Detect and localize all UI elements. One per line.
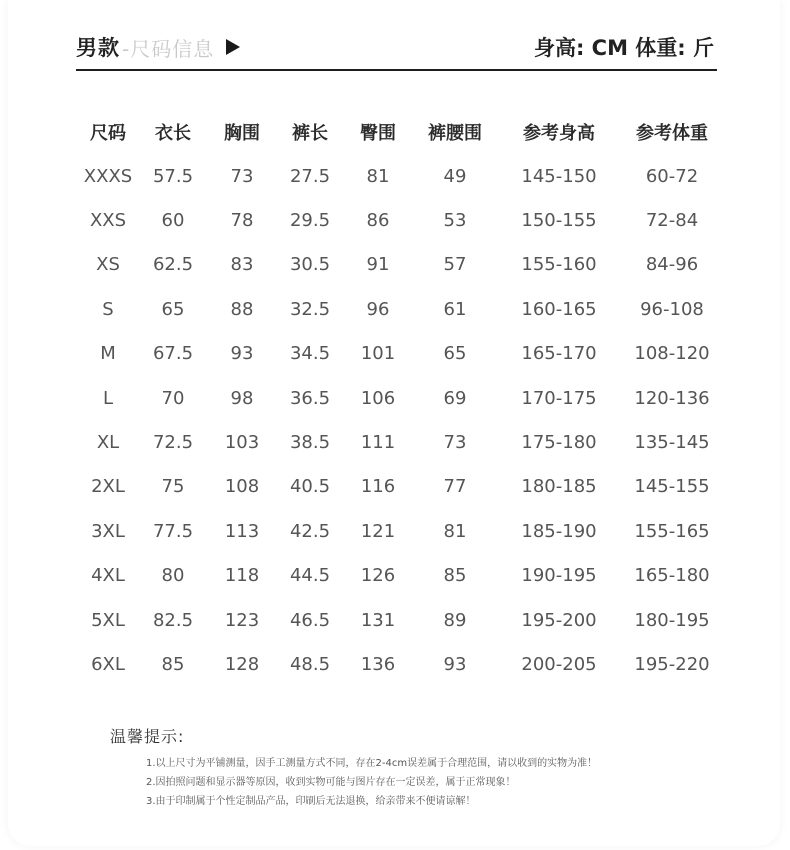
cell-chest: 118 (224, 565, 260, 587)
cell-ref-height: 155-160 (521, 254, 597, 276)
cell-pants-length: 48.5 (289, 653, 331, 675)
header-units: 身高: CM 体重: 斤 (533, 36, 714, 60)
play-arrow-icon (226, 39, 240, 55)
cell-ref-height: 200-205 (521, 653, 597, 675)
cell-length: 60 (161, 210, 185, 232)
cell-size: 5XL (91, 609, 125, 631)
table-row (78, 465, 724, 509)
table-row (78, 420, 724, 464)
cell-hip: 81 (366, 165, 390, 187)
cell-chest: 113 (224, 520, 260, 542)
cell-length: 77.5 (152, 520, 194, 542)
cell-chest: 83 (230, 254, 254, 276)
tip-line: 1.以上尺寸为平铺测量，因手工测量方式不同，存在2-4cm误差属于合理范围，请以收到的实物为准！ (146, 758, 598, 769)
table-row (78, 376, 724, 420)
header-subtitle: -尺码信息 (122, 36, 215, 61)
cell-length: 75 (161, 476, 185, 498)
cell-hip: 101 (360, 343, 396, 365)
cell-waist: 93 (443, 653, 467, 675)
cell-length: 80 (161, 565, 185, 587)
cell-waist: 69 (443, 387, 467, 409)
cell-pants-length: 27.5 (289, 165, 331, 187)
cell-ref-weight: 165-180 (634, 565, 710, 587)
cell-pants-length: 34.5 (289, 343, 331, 365)
cell-waist: 77 (443, 476, 467, 498)
cell-ref-height: 160-165 (521, 298, 597, 320)
cell-length: 62.5 (152, 254, 194, 276)
table-row (78, 243, 724, 287)
tips-title: 温馨提示: (110, 727, 185, 746)
column-header-length: 衣长 (155, 123, 191, 144)
cell-waist: 81 (443, 520, 467, 542)
cell-ref-height: 195-200 (521, 609, 597, 631)
cell-ref-height: 180-185 (521, 476, 597, 498)
cell-hip: 91 (366, 254, 390, 276)
column-header-waist: 裤腰围 (428, 123, 482, 144)
cell-hip: 136 (360, 653, 396, 675)
size-table (78, 110, 724, 687)
cell-chest: 128 (224, 653, 260, 675)
header-divider (76, 69, 717, 71)
cell-size: 2XL (91, 476, 125, 498)
cell-waist: 65 (443, 343, 467, 365)
table-header-row (78, 110, 724, 154)
tips-section (110, 724, 710, 814)
column-header-size: 尺码 (90, 123, 126, 144)
cell-ref-height: 175-180 (521, 432, 597, 454)
cell-hip: 131 (360, 609, 396, 631)
column-header-chest: 胸围 (224, 123, 260, 144)
cell-chest: 98 (230, 387, 254, 409)
cell-size: 4XL (91, 565, 125, 587)
cell-chest: 93 (230, 343, 254, 365)
cell-length: 82.5 (152, 609, 194, 631)
cell-ref-height: 165-170 (521, 343, 597, 365)
cell-ref-height: 170-175 (521, 387, 597, 409)
cell-pants-length: 38.5 (289, 432, 331, 454)
cell-waist: 89 (443, 609, 467, 631)
table-row (78, 332, 724, 376)
cell-size: M (100, 343, 116, 365)
cell-length: 67.5 (152, 343, 194, 365)
cell-pants-length: 46.5 (289, 609, 331, 631)
cell-hip: 86 (366, 210, 390, 232)
cell-size: 6XL (91, 653, 125, 675)
cell-size: L (102, 387, 114, 409)
tip-line: 3.由于印制属于个性定制品产品，印刷后无法退换，给亲带来不便请谅解！ (146, 796, 476, 807)
cell-waist: 53 (443, 210, 467, 232)
column-header-ref-height: 参考身高 (523, 123, 595, 144)
cell-chest: 88 (230, 298, 254, 320)
cell-ref-weight: 84-96 (645, 254, 699, 276)
table-row (78, 598, 724, 642)
cell-ref-weight: 180-195 (634, 609, 710, 631)
column-header-hip: 臀围 (360, 123, 396, 144)
cell-size: XXXS (83, 165, 133, 187)
cell-pants-length: 44.5 (289, 565, 331, 587)
cell-chest: 73 (230, 165, 254, 187)
cell-chest: 108 (224, 476, 260, 498)
header (76, 30, 716, 68)
cell-pants-length: 36.5 (289, 387, 331, 409)
cell-size: XXS (89, 210, 127, 232)
cell-pants-length: 40.5 (289, 476, 331, 498)
cell-ref-height: 145-150 (521, 165, 597, 187)
cell-ref-weight: 155-165 (634, 520, 710, 542)
cell-hip: 121 (360, 520, 396, 542)
cell-waist: 49 (443, 165, 467, 187)
cell-ref-height: 150-155 (521, 210, 597, 232)
table-row (78, 154, 724, 198)
table-row (78, 554, 724, 598)
table-body (78, 154, 724, 687)
cell-ref-weight: 135-145 (634, 432, 710, 454)
cell-ref-weight: 145-155 (634, 476, 710, 498)
cell-ref-height: 190-195 (521, 565, 597, 587)
cell-hip: 96 (366, 298, 390, 320)
cell-waist: 85 (443, 565, 467, 587)
cell-chest: 78 (230, 210, 254, 232)
cell-pants-length: 42.5 (289, 520, 331, 542)
cell-length: 72.5 (152, 432, 194, 454)
cell-waist: 73 (443, 432, 467, 454)
cell-chest: 123 (224, 609, 260, 631)
cell-pants-length: 32.5 (289, 298, 331, 320)
cell-ref-weight: 108-120 (634, 343, 710, 365)
cell-hip: 126 (360, 565, 396, 587)
cell-pants-length: 29.5 (289, 210, 331, 232)
cell-waist: 61 (443, 298, 467, 320)
cell-ref-weight: 195-220 (634, 653, 710, 675)
cell-size: XL (96, 432, 120, 454)
cell-ref-height: 185-190 (521, 520, 597, 542)
column-header-pants-length: 裤长 (292, 123, 328, 144)
cell-hip: 116 (360, 476, 396, 498)
header-title: 男款 (76, 36, 120, 60)
cell-length: 65 (161, 298, 185, 320)
cell-hip: 111 (360, 432, 396, 454)
cell-ref-weight: 72-84 (645, 210, 699, 232)
cell-ref-weight: 120-136 (634, 387, 710, 409)
cell-waist: 57 (443, 254, 467, 276)
cell-length: 85 (161, 653, 185, 675)
cell-ref-weight: 60-72 (645, 165, 699, 187)
column-header-ref-weight: 参考体重 (636, 123, 708, 144)
cell-size: S (102, 298, 114, 320)
table-row (78, 509, 724, 553)
cell-chest: 103 (224, 432, 260, 454)
tip-line: 2.因拍照问题和显示器等原因，收到实物可能与图片存在一定误差，属于正常现象！ (146, 777, 516, 788)
cell-length: 70 (161, 387, 185, 409)
cell-size: 3XL (91, 520, 125, 542)
cell-size: XS (96, 254, 120, 276)
table-row (78, 642, 724, 686)
cell-length: 57.5 (152, 165, 194, 187)
cell-pants-length: 30.5 (289, 254, 331, 276)
cell-hip: 106 (360, 387, 396, 409)
cell-ref-weight: 96-108 (640, 298, 704, 320)
table-row (78, 198, 724, 242)
header-left (76, 32, 240, 62)
table-row (78, 287, 724, 331)
